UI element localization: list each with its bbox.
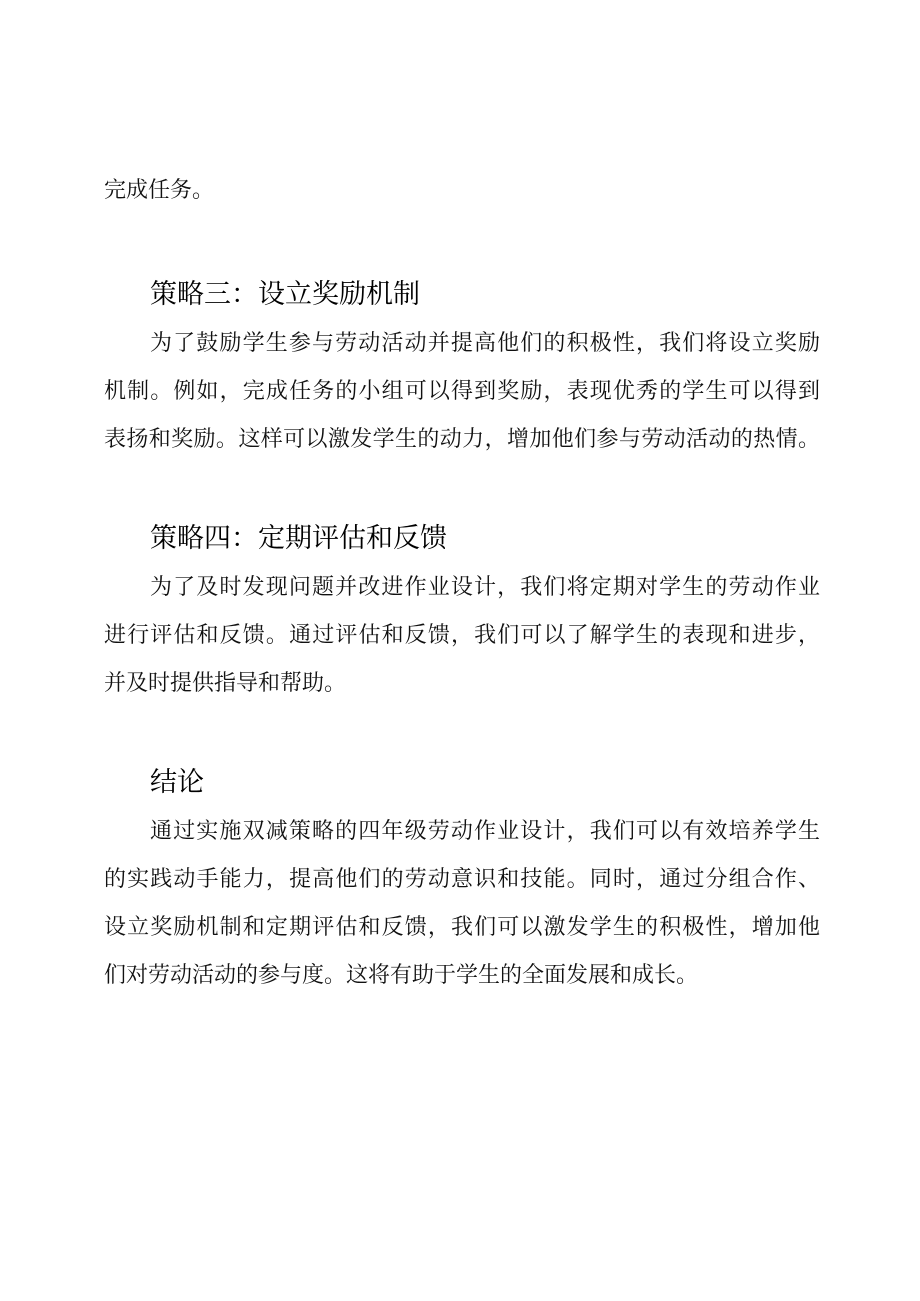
paragraph-line: 为了鼓励学生参与劳动活动并提高他们的积极性，我们将设立奖励	[150, 331, 820, 356]
paragraph-line: 设立奖励机制和定期评估和反馈，我们可以激发学生的积极性，增加他	[104, 915, 820, 940]
paragraph-line: 为了及时发现问题并改进作业设计，我们将定期对学生的劳动作业	[150, 575, 820, 600]
section-heading-strategy-4: 策略四：定期评估和反馈	[150, 523, 447, 554]
paragraph-line: 通过实施双减策略的四年级劳动作业设计，我们可以有效培养学生	[150, 819, 820, 844]
section-heading-strategy-3: 策略三：设立奖励机制	[150, 279, 420, 310]
paragraph-line: 并及时提供指导和帮助。	[104, 671, 347, 696]
paragraph-line: 表扬和奖励。这样可以激发学生的动力，增加他们参与劳动活动的热情。	[104, 427, 820, 452]
paragraph-line: 们对劳动活动的参与度。这将有助于学生的全面发展和成长。	[104, 963, 699, 988]
continuation-text: 完成任务。	[104, 178, 215, 203]
paragraph-line: 的实践动手能力，提高他们的劳动意识和技能。同时，通过分组合作、	[104, 867, 820, 892]
paragraph-line: 机制。例如，完成任务的小组可以得到奖励，表现优秀的学生可以得到	[104, 379, 820, 404]
section-heading-conclusion: 结论	[150, 767, 204, 798]
paragraph-line: 进行评估和反馈。通过评估和反馈，我们可以了解学生的表现和进步，	[104, 623, 820, 648]
